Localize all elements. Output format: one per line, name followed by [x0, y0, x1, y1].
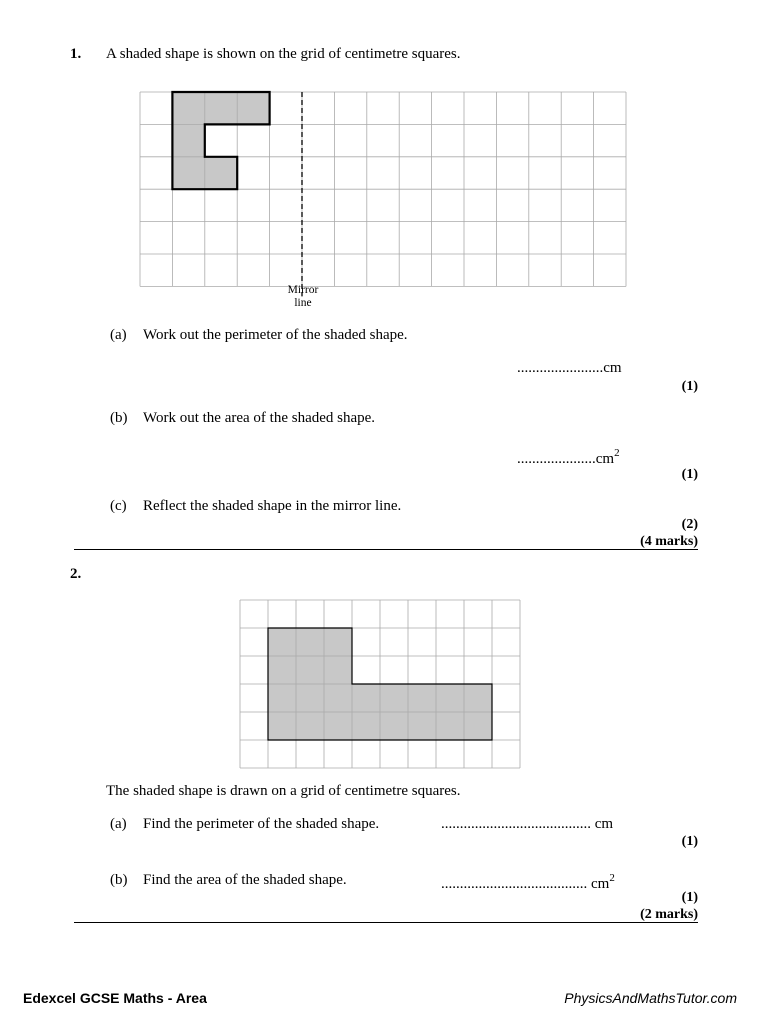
q2a-marks: (1) [681, 834, 698, 849]
q1-stem: A shaded shape is shown on the grid of centimetre squares. [106, 46, 461, 62]
q1b-answer-text: .....................cm [517, 451, 615, 467]
q1-divider [74, 549, 698, 550]
q2b-unit-power: 2 [609, 872, 615, 884]
q1b-label: (b) [110, 410, 128, 426]
q2a-label: (a) [110, 816, 127, 832]
footer-right[interactable]: PhysicsAndMathsTutor.com [564, 990, 737, 1006]
q1c-label: (c) [110, 498, 127, 514]
q2b-answer-line[interactable] [441, 872, 615, 893]
q1-total-marks: (4 marks) [640, 534, 698, 549]
q1a-text: Work out the perimeter of the shaded shape. [143, 327, 408, 343]
mirror-label-line2: line [294, 296, 312, 309]
q1a-marks: (1) [681, 379, 698, 394]
q1a-answer-line[interactable]: .......................cm [517, 360, 622, 376]
q2a-text: Find the perimeter of the shaded shape. [143, 816, 380, 832]
q2-stem: The shaded shape is drawn on a grid of centimetre squares. [106, 783, 461, 799]
q1b-answer-line[interactable] [517, 447, 620, 468]
q2-total-marks: (2 marks) [640, 907, 698, 922]
q1c-text: Reflect the shaded shape in the mirror line. [143, 498, 402, 514]
q1a-label: (a) [110, 327, 127, 343]
q2b-answer-text: ....................................... cm [441, 876, 610, 892]
q1-grid [140, 92, 630, 284]
q1b-unit-power: 2 [614, 447, 620, 459]
q1c-marks: (2) [681, 517, 698, 532]
q1b-text: Work out the area of the shaded shape. [143, 410, 376, 426]
q2b-label: (b) [110, 872, 128, 888]
q1b-marks: (1) [681, 467, 698, 482]
q2-divider [74, 922, 698, 923]
mirror-line-label [288, 284, 319, 309]
q2-grid [240, 600, 523, 768]
shaded-shape-fill [172, 92, 269, 189]
q2a-answer-line[interactable]: ........................................ cm [441, 816, 614, 832]
q2b-marks: (1) [681, 890, 698, 905]
q2-number: 2. [70, 566, 82, 582]
q2b-text: Find the area of the shaded shape. [143, 872, 347, 888]
mirror-label-line1: Mirror [287, 284, 319, 296]
footer-left: Edexcel GCSE Maths - Area [23, 990, 207, 1006]
q1-number: 1. [70, 46, 82, 62]
